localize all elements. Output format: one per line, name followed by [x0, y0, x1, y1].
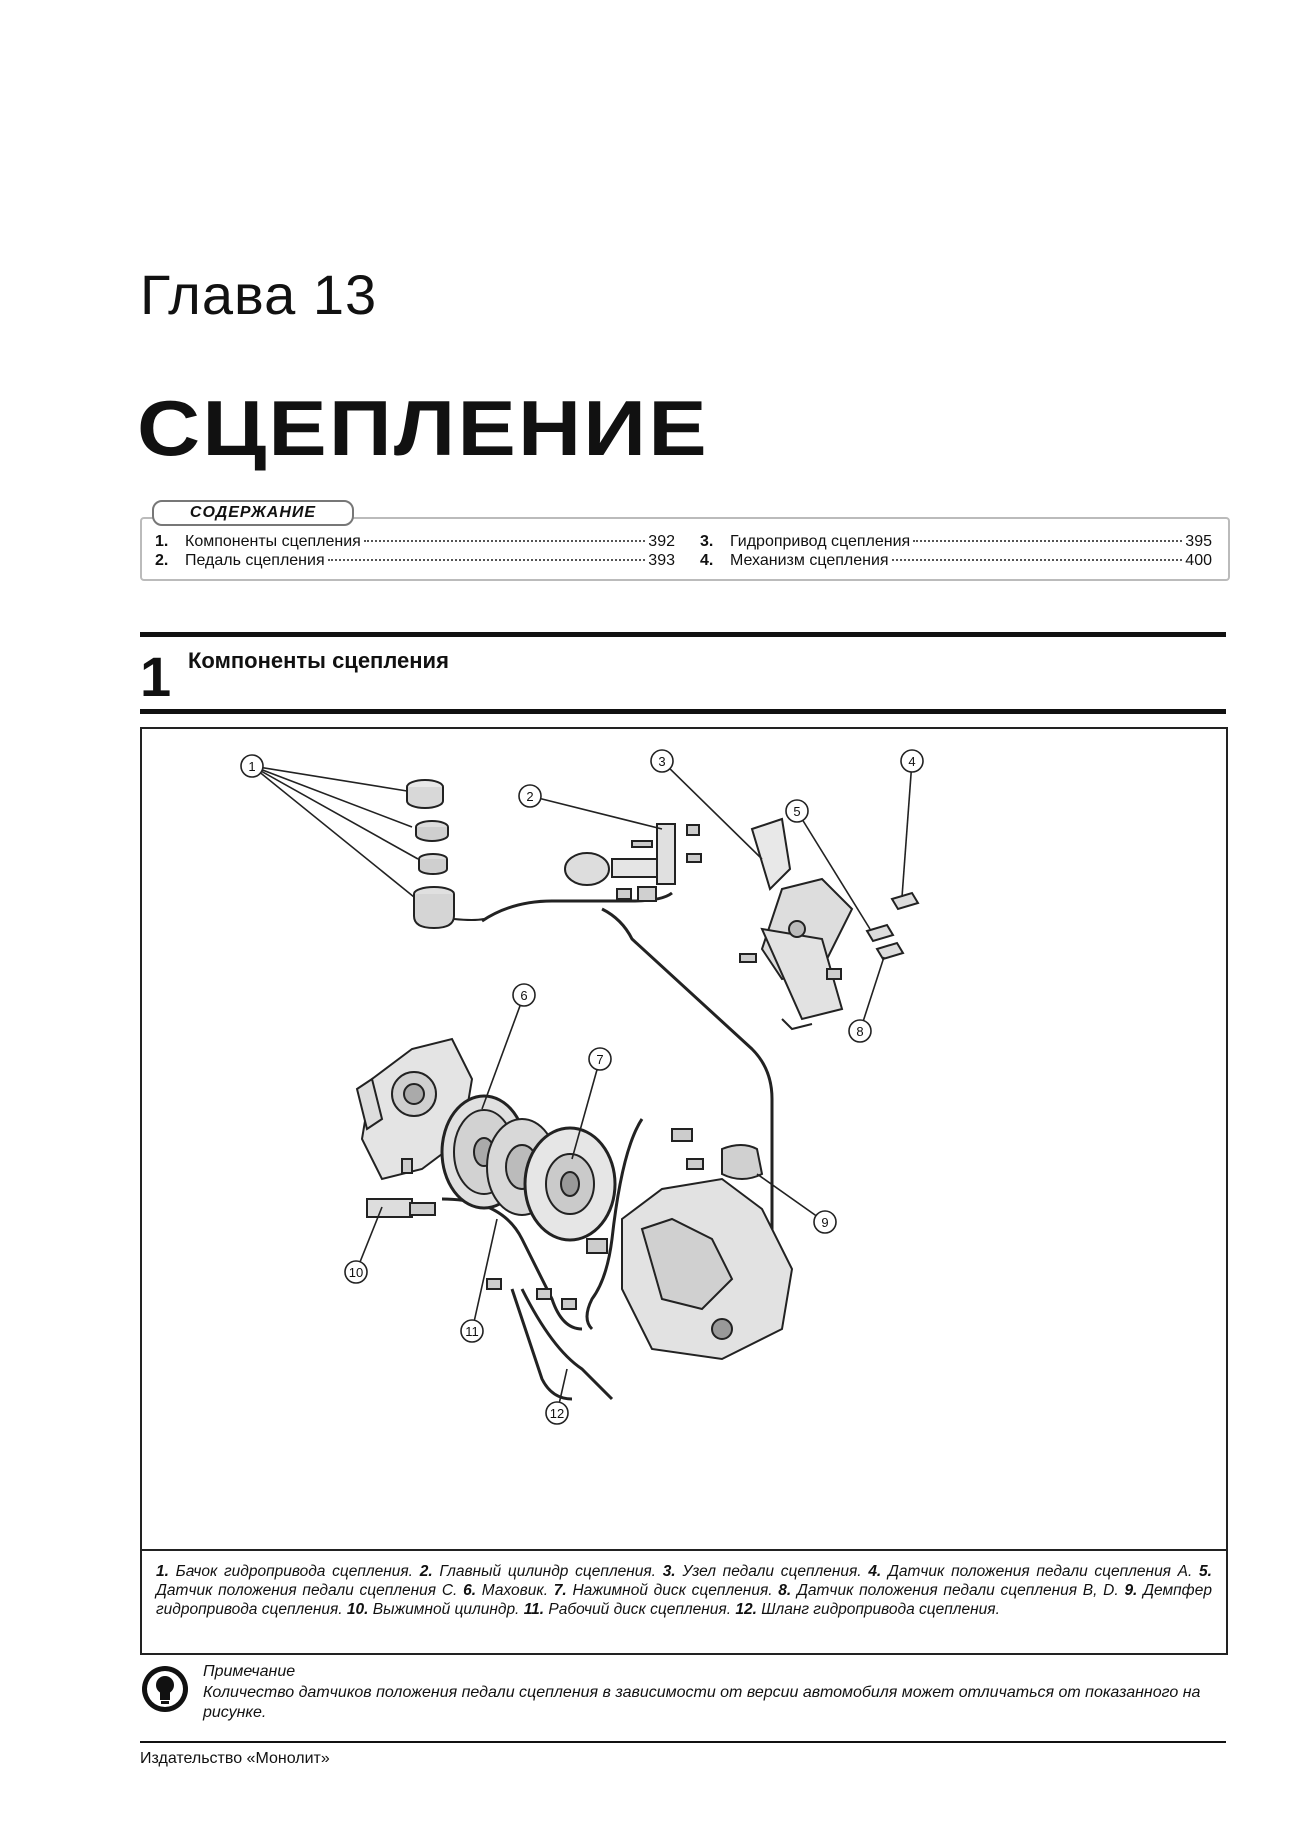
chapter-number: Глава 13 [140, 263, 378, 326]
caption-text: Датчик положения педали сцепления А. [887, 1563, 1193, 1580]
caption-text: Выжимной цилиндр. [372, 1601, 520, 1618]
caption-num: 7. [553, 1582, 567, 1599]
note-heading: Примечание [203, 1663, 296, 1680]
callout-label: 9 [821, 1215, 829, 1230]
clutch-figure [140, 727, 1228, 1655]
caption-text: Узел педали сцепления. [682, 1563, 862, 1580]
toc-item-page: 393 [648, 552, 675, 569]
caption-num: 1. [156, 1563, 169, 1580]
caption-num: 8. [778, 1582, 792, 1599]
publisher-footer: Издательство «Монолит» [140, 1750, 330, 1767]
callout-label: 3 [658, 754, 666, 769]
toc-item[interactable] [155, 552, 675, 570]
callout-label: 7 [596, 1052, 604, 1067]
caption-text: Главный цилиндр сцепления. [439, 1563, 656, 1580]
caption-num: 3. [662, 1563, 676, 1580]
reservoir-assembly [407, 780, 484, 928]
clutch-diagram [142, 729, 1226, 1549]
caption-text: Нажимной диск сцепления. [572, 1582, 773, 1599]
section-rule-bottom [140, 709, 1226, 714]
caption-num: 9. [1124, 1582, 1138, 1599]
caption-separator [142, 1549, 1226, 1551]
note-text: Количество датчиков положения педали сцепления в зависимости от версии автомобиля может отличаться от показанного на рисунке. [203, 1684, 1201, 1721]
toc-item-label: Механизм сцепления [730, 552, 889, 569]
toc-item-label: Педаль сцепления [185, 552, 325, 569]
toc-item-page: 392 [648, 533, 675, 550]
toc-item[interactable] [700, 552, 1212, 570]
caption-num: 10. [346, 1601, 369, 1618]
caption-text: Рабочий диск сцепления. [548, 1601, 732, 1618]
toc-item[interactable] [155, 533, 675, 551]
toc-leader [364, 540, 645, 542]
note-lightbulb-icon [141, 1665, 189, 1713]
caption-text: Демпфер гидропривода сцепления. [156, 1582, 1213, 1618]
chapter-title: СЦЕПЛЕНИЕ [137, 384, 709, 472]
caption-text: Маховик. [481, 1582, 549, 1599]
toc-item-number: 3. [700, 533, 714, 550]
caption-num: 4. [868, 1563, 882, 1580]
toc-item[interactable] [700, 533, 1212, 551]
figure-caption [156, 1562, 1212, 1619]
callout-label: 5 [793, 804, 801, 819]
callout-label: 2 [526, 789, 534, 804]
hydraulic-hose [487, 1279, 576, 1399]
footer-rule [140, 1741, 1226, 1743]
master-cylinder [565, 824, 701, 901]
callout-label: 10 [348, 1265, 364, 1280]
callout-label: 12 [549, 1406, 565, 1421]
caption-text: Датчик положения педали сцепления B, D. [796, 1582, 1119, 1599]
section-title: Компоненты сцепления [188, 648, 449, 673]
caption-num: 5. [1199, 1563, 1212, 1580]
caption-num: 11. [523, 1601, 545, 1618]
toc-item-number: 1. [155, 533, 169, 550]
callout-circles [241, 750, 923, 1424]
caption-text: Шланг гидропривода сцепления. [761, 1601, 1000, 1618]
section-rule-top [140, 632, 1226, 637]
callout-label: 4 [908, 754, 916, 769]
toc-leader [892, 559, 1183, 561]
toc-item-number: 4. [700, 552, 714, 569]
pedal-sensors [867, 893, 918, 959]
caption-num: 6. [463, 1582, 477, 1599]
caption-text: Бачок гидропривода сцепления. [175, 1563, 413, 1580]
toc-item-number: 2. [155, 552, 169, 569]
toc-item-label: Гидропривод сцепления [730, 533, 911, 550]
toc-heading: СОДЕРЖАНИЕ [152, 500, 354, 526]
caption-num: 2. [419, 1563, 433, 1580]
caption-text: Датчик положения педали сцепления С. [156, 1582, 458, 1599]
callout-label: 8 [856, 1024, 864, 1039]
callout-label: 6 [520, 988, 528, 1003]
toc-leader [913, 540, 1182, 542]
pedal-assembly [740, 819, 852, 1029]
pressure-plate [525, 1128, 615, 1240]
section-number: 1 [140, 645, 172, 708]
toc-item-page: 395 [1185, 533, 1212, 550]
toc-leader [328, 559, 646, 561]
damper [672, 1129, 762, 1179]
toc-item-label: Компоненты сцепления [185, 533, 361, 550]
caption-num: 12. [735, 1601, 757, 1618]
callout-label: 1 [248, 759, 256, 774]
callout-label: 11 [465, 1324, 479, 1339]
toc-item-page: 400 [1185, 552, 1212, 569]
